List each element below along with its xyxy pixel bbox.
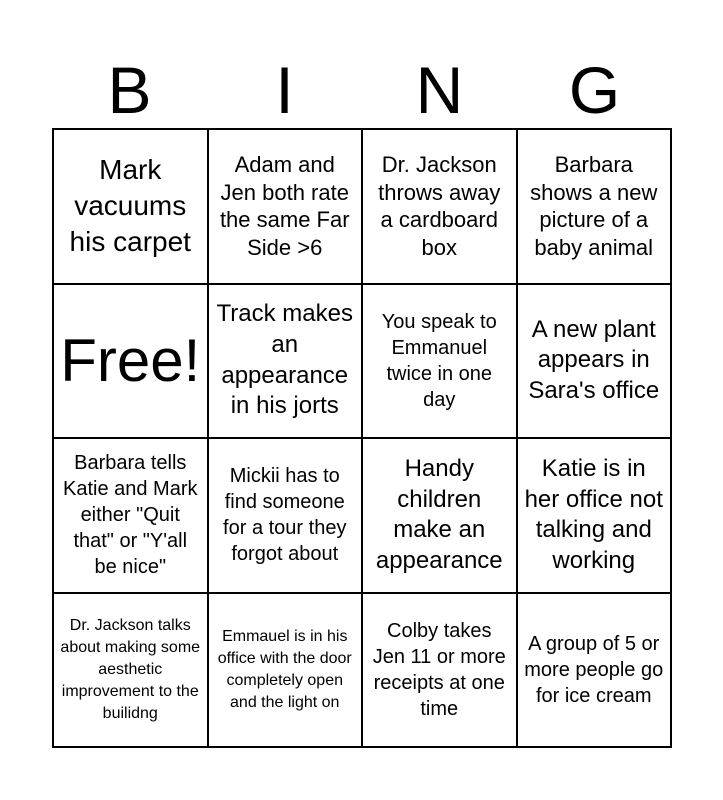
cell-text: Katie is in her office not talking and working xyxy=(524,454,663,574)
cell-text: Colby takes Jen 11 or more receipts at one time xyxy=(372,619,506,720)
cell-text: Barbara tells Katie and Mark either "Quit that" or "Y'all be nice" xyxy=(62,452,198,579)
bingo-cell[interactable] xyxy=(518,285,673,440)
cell-text: Emmauel is in his office with the door completely open and the light on xyxy=(217,627,352,711)
cell-text: Track makes an appearance in his jorts xyxy=(216,300,353,420)
bingo-cell[interactable] xyxy=(54,594,209,749)
free-space-cell[interactable] xyxy=(54,285,209,440)
bingo-cell[interactable] xyxy=(518,594,673,749)
cell-text: Mickii has to find someone for a tour they forgot about xyxy=(223,465,347,566)
cell-text: Handy children make an appearance xyxy=(375,454,503,574)
bingo-cell[interactable] xyxy=(363,439,518,594)
cell-text: Dr. Jackson talks about making some aesthetic improvement to the builidng xyxy=(60,616,201,722)
header-letter-i: I xyxy=(275,53,294,127)
bingo-cell[interactable] xyxy=(209,130,364,285)
bingo-cell[interactable] xyxy=(363,285,518,440)
bingo-cell[interactable] xyxy=(209,439,364,594)
header-letter-g: G xyxy=(568,53,621,127)
bingo-cell[interactable] xyxy=(209,594,364,749)
bingo-card xyxy=(52,128,672,748)
cell-text: Barbara shows a new picture of a baby animal xyxy=(530,152,658,260)
cell-text: Mark vacuums his carpet xyxy=(69,153,191,258)
bingo-cell[interactable] xyxy=(518,130,673,285)
bingo-cell[interactable] xyxy=(363,130,518,285)
bingo-header xyxy=(52,52,672,128)
bingo-cell[interactable] xyxy=(54,439,209,594)
bingo-cell[interactable] xyxy=(209,285,364,440)
header-letter-b: B xyxy=(107,53,152,127)
cell-text: A group of 5 or more people go for ice cream xyxy=(524,632,664,707)
bingo-cell[interactable] xyxy=(518,439,673,594)
bingo-cell[interactable] xyxy=(54,130,209,285)
bingo-cell[interactable] xyxy=(363,594,518,749)
cell-text: Dr. Jackson throws away a cardboard box xyxy=(378,152,501,260)
cell-text: Adam and Jen both rate the same Far Side >6 xyxy=(219,152,350,260)
free-space-text: Free! xyxy=(60,326,201,394)
cell-text: You speak to Emmanuel twice in one day xyxy=(381,310,497,411)
cell-text: A new plant appears in Sara's office xyxy=(528,315,660,405)
header-letter-n: N xyxy=(415,53,464,127)
